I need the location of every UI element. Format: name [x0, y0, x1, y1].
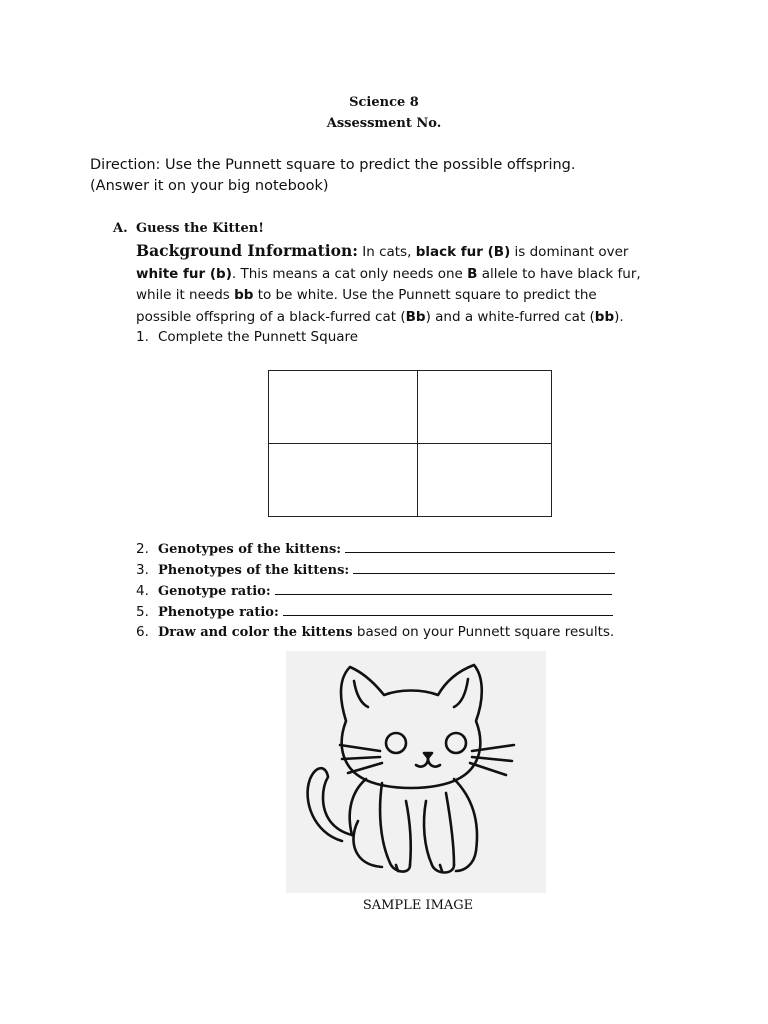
background-information	[136, 240, 696, 328]
bg-line-4	[136, 307, 696, 329]
cat-drawing-icon	[286, 651, 546, 893]
section-a-heading	[113, 219, 264, 239]
punnett-cell-top-left[interactable]	[269, 371, 418, 444]
answer-blank[interactable]	[283, 601, 613, 616]
item-label: Phenotypes of the kittens:	[158, 563, 350, 578]
item-number: 5.	[136, 604, 149, 620]
item-label: Genotypes of the kittens:	[158, 542, 342, 557]
bg-bold: bb	[234, 287, 254, 303]
assessment-title: Assessment No.	[326, 116, 442, 131]
bg-text: possible offspring of a black-furred cat (	[136, 308, 406, 325]
bg-text: is dominant over	[510, 244, 629, 260]
item-number: 2.	[136, 541, 149, 557]
bg-text: while it needs	[136, 287, 235, 303]
item-number: 6.	[136, 624, 149, 640]
sample-cat-image	[286, 651, 546, 893]
item-number: 4.	[136, 583, 149, 599]
bg-title: Background Information:	[136, 241, 358, 260]
bg-line-2	[136, 264, 696, 286]
punnett-cell-top-right[interactable]	[418, 371, 551, 444]
bg-line-1	[136, 240, 696, 264]
punnett-cell-bottom-left[interactable]	[269, 444, 418, 516]
sample-image-caption: SAMPLE IMAGE	[362, 898, 474, 913]
punnett-cell-bottom-right[interactable]	[418, 444, 551, 516]
bg-text: In cats,	[357, 244, 416, 260]
item-text: based on your Punnett square results.	[352, 624, 615, 640]
question-list	[136, 538, 615, 643]
answer-blank[interactable]	[353, 559, 615, 574]
item-text: Complete the Punnett Square	[158, 329, 359, 345]
bg-text: to be white. Use the Punnett square to predict the	[253, 287, 597, 303]
bg-bold: Bb	[405, 308, 426, 325]
answer-blank[interactable]	[275, 580, 612, 595]
item-4	[136, 580, 615, 601]
bg-text: allele to have black fur,	[477, 265, 641, 282]
item-2	[136, 538, 615, 559]
item-number: 1.	[136, 329, 149, 345]
item-6	[136, 622, 615, 643]
bg-bold: bb	[594, 308, 615, 325]
direction-block	[90, 155, 576, 197]
item-3	[136, 559, 615, 580]
answer-blank[interactable]	[345, 538, 615, 553]
bg-bold: black fur (B)	[415, 244, 511, 260]
item-5	[136, 601, 615, 622]
item-label: Genotype ratio:	[158, 584, 271, 599]
bg-text: . This means a cat only needs one	[231, 265, 468, 282]
item-1	[136, 327, 358, 348]
item-label: Phenotype ratio:	[158, 605, 279, 620]
direction-line-2: (Answer it on your big notebook)	[90, 178, 329, 194]
bg-text: ).	[614, 308, 624, 325]
bg-bold: B	[467, 265, 478, 282]
section-letter: A.	[113, 221, 128, 236]
direction-line-1: Direction: Use the Punnett square to predict the possible offspring.	[90, 157, 576, 173]
item-label: Draw and color the kittens	[158, 625, 353, 640]
bg-line-3	[136, 285, 696, 307]
punnett-square	[268, 370, 552, 517]
item-number: 3.	[136, 562, 149, 578]
section-title: Guess the Kitten!	[136, 221, 264, 236]
bg-text: ) and a white-furred cat (	[425, 308, 595, 325]
subject-title: Science 8	[349, 95, 419, 110]
bg-bold: white fur (b)	[136, 265, 232, 282]
document-header	[0, 92, 768, 134]
